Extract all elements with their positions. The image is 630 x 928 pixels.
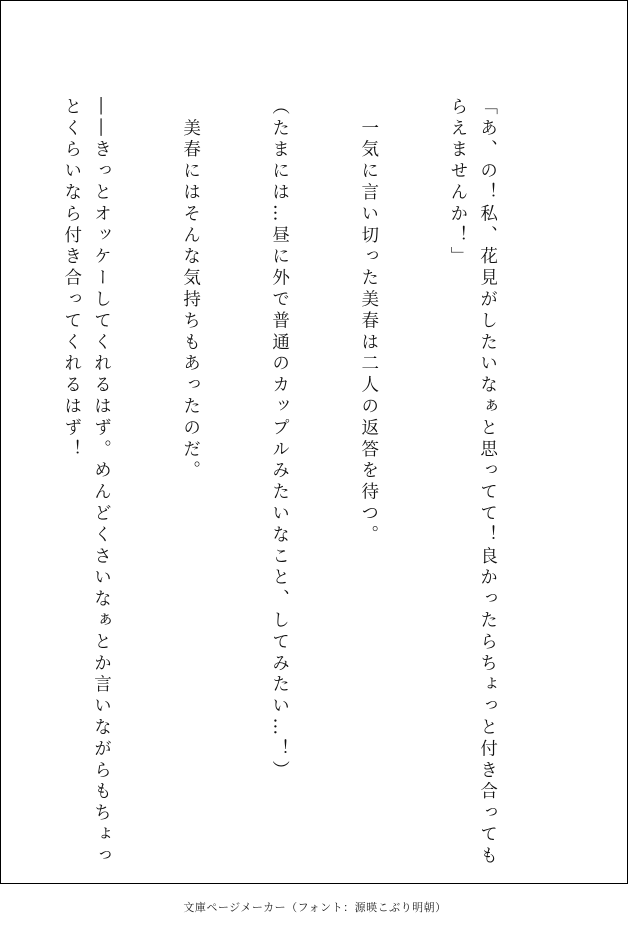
footer-credit: 文庫ページメーカー（フォント：源暎こぶり明朝） — [183, 901, 447, 914]
text-line: ――きっとオッケーしてくれるはず。めんどくさいなぁとか言いながらもちょっとくらいなら付き合ってくれるはず！ — [61, 97, 112, 868]
vertical-text-body — [61, 97, 561, 884]
text-line: 美春にはそんな気持ちもあったのだ。 — [180, 97, 201, 483]
text-line: 一気に言い切った美春は二人の返答を待つ。 — [358, 97, 379, 547]
text-line: 「あ、の！私、花見がしたいなぁと思ってて！良かったらちょっと付き合ってもらえませんか！」 — [447, 97, 498, 868]
text-line: （たまには…昼に外で普通のカップルみたいなこと、してみたい…！） — [269, 97, 290, 782]
